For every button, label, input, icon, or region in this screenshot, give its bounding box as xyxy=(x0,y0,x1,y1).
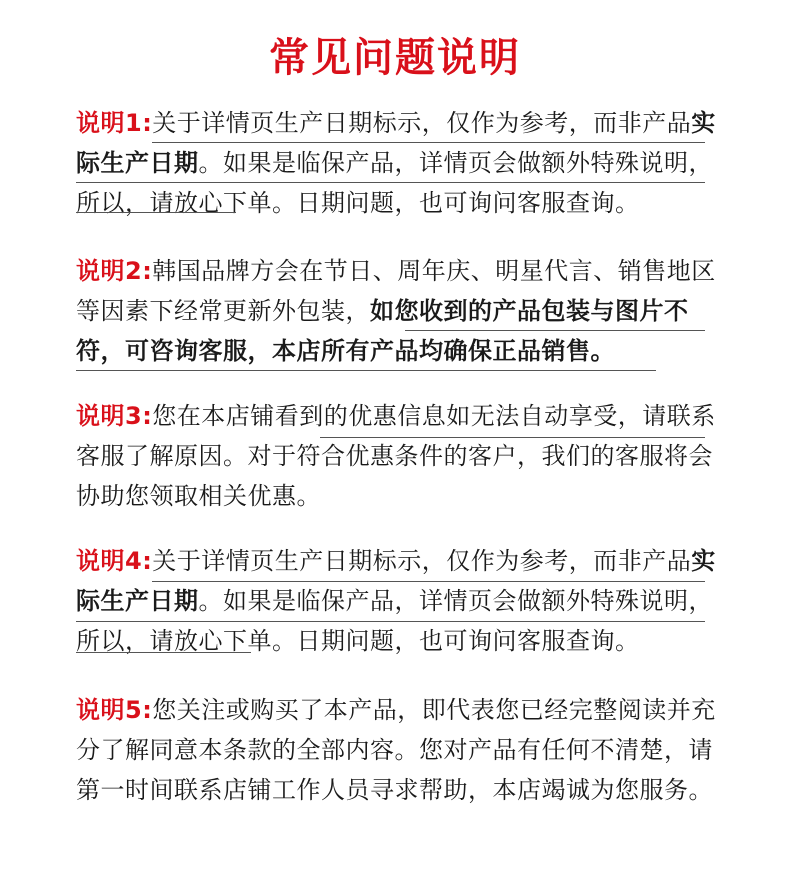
faq-item-label: 说明5: xyxy=(76,696,153,724)
faq-item-5 xyxy=(76,690,716,810)
faq-item-text-before: 您在本店铺看到的优惠信息如无法自动享受，请联系客服了解原因。对于符合优惠条件的客户，我们的客服将会协助您领取相关优惠。 xyxy=(76,402,716,510)
faq-item-text-after: 。如果是临保产品，详情页会做额外特殊说明，所以，请放心下单。日期问题，也可询问客服查询。 xyxy=(76,149,713,217)
faq-item-1 xyxy=(76,103,716,223)
faq-item-bold-text: 如您收到的产品包装与图片不符，可咨询客服，本店所有产品均确保正品销售。 xyxy=(76,297,689,365)
faq-item-text xyxy=(76,396,716,516)
underline-decoration xyxy=(76,370,656,371)
faq-item-text-after: 。如果是临保产品，详情页会做额外特殊说明，所以，请放心下单。日期问题，也可询问客服查询。 xyxy=(76,587,713,655)
faq-item-text xyxy=(76,690,716,810)
faq-item-bold-text: 实际生产日期 xyxy=(76,109,716,177)
underline-decoration xyxy=(152,581,705,582)
underline-decoration xyxy=(320,437,705,438)
underline-decoration xyxy=(76,182,705,183)
faq-item-text-before: 关于详情页生产日期标示，仅作为参考，而非产品 xyxy=(152,109,692,137)
faq-item-text-before: 韩国品牌方会在节日、周年庆、明星代言、销售地区等因素下经常更新外包装， xyxy=(76,257,716,325)
faq-item-4 xyxy=(76,541,716,661)
faq-item-label: 说明4: xyxy=(76,547,153,575)
faq-item-text xyxy=(76,103,716,223)
faq-item-label: 说明1: xyxy=(76,109,153,137)
faq-item-label: 说明2: xyxy=(76,257,153,285)
underline-decoration xyxy=(76,621,705,622)
underline-decoration xyxy=(405,330,705,331)
faq-item-3 xyxy=(76,396,716,516)
faq-item-text xyxy=(76,251,716,371)
page-title: 常见问题说明 xyxy=(269,35,521,81)
faq-item-text-before: 您关注或购买了本产品，即代表您已经完整阅读并充分了解同意本条款的全部内容。您对产品有任何不清楚，请第一时间联系店铺工作人员寻求帮助，本店竭诚为您服务。 xyxy=(76,696,716,804)
faq-item-text xyxy=(76,541,716,661)
faq-item-label: 说明3: xyxy=(76,402,153,430)
faq-item-bold-text: 实际生产日期 xyxy=(76,547,716,615)
underline-decoration xyxy=(152,142,705,143)
faq-item-2 xyxy=(76,251,716,371)
underline-decoration xyxy=(76,652,251,653)
faq-item-text-before: 关于详情页生产日期标示，仅作为参考，而非产品 xyxy=(152,547,692,575)
underline-decoration xyxy=(76,212,236,213)
